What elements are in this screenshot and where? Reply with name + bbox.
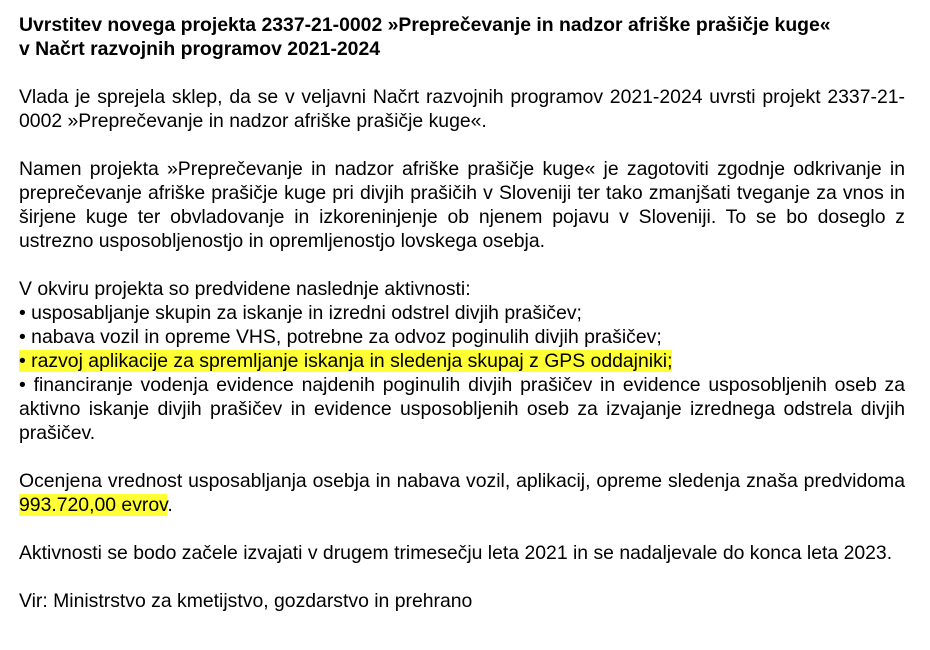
- activities-intro: V okviru projekta so predvidene naslednje aktivnosti:: [19, 278, 471, 300]
- source-line: Vir: Ministrstvo za kmetijstvo, gozdarstvo in prehrano: [19, 590, 473, 612]
- list-item: • usposabljanje skupin za iskanje in izredni odstrel divjih prašičev;: [19, 302, 582, 324]
- title-line-1: Uvrstitev novega projekta 2337-21-0002 »Preprečevanje in nadzor afriške prašičje kuge«: [19, 14, 831, 36]
- activities-list: [19, 301, 905, 445]
- document-body: [19, 13, 905, 613]
- highlighted-amount: 993.720,00 evrov: [19, 494, 168, 516]
- paragraph-purpose: Namen projekta »Preprečevanje in nadzor afriške prašičje kuge« je zagotoviti zgodnje odkrivanje in preprečevanje afriške prašičje kuge pri divjih prašičih v Sloveniji ter tako zmanjšati tveganje za vnos in širjene kuge ter obvladovanje in izkoreninjenje ob njenem pojavu v Sloveniji. To se bo doseglo z ustrezno usposobljenostjo in opremljenostjo lovskega osebja.: [19, 158, 905, 252]
- highlighted-text: • razvoj aplikacije za spremljanje iskanja in sledenja skupaj z GPS oddajniki;: [19, 350, 673, 372]
- list-item: • nabava vozil in opreme VHS, potrebne za odvoz poginulih divjih prašičev;: [19, 326, 662, 348]
- activities-section: [19, 277, 905, 445]
- value-period: .: [167, 494, 173, 516]
- list-item-highlighted: [19, 349, 905, 373]
- paragraph-value: [19, 469, 905, 517]
- value-text: Ocenjena vrednost usposabljanja osebja in nabava vozil, aplikacij, opreme sledenja znaša predvidoma: [19, 470, 905, 492]
- document-title: [19, 13, 905, 61]
- paragraph-timeline: Aktivnosti se bodo začele izvajati v drugem trimesečju leta 2021 in se nadaljevale do konca leta 2023.: [19, 542, 893, 564]
- title-line-2: v Načrt razvojnih programov 2021-2024: [19, 38, 381, 60]
- paragraph-decision: Vlada je sprejela sklep, da se v veljavni Načrt razvojnih programov 2021-2024 uvrsti projekt 2337-21-0002 »Preprečevanje in nadzor afriške prašičje kuge«.: [19, 86, 905, 132]
- list-item: • financiranje vodenja evidence najdenih poginulih divjih prašičev in evidence usposobljenih oseb za aktivno iskanje divjih prašičev in evidence usposobljenih oseb za izvajanje izrednega odstrela divjih prašičev.: [19, 374, 905, 444]
